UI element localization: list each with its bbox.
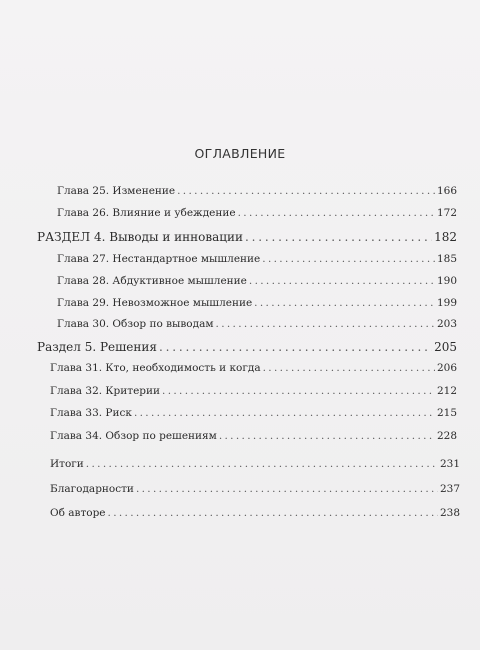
toc-entry-title: Глава 31. Кто, необходимость и когда xyxy=(50,362,261,374)
toc-entry xyxy=(50,507,460,519)
toc-leader-dots xyxy=(238,207,435,219)
toc-entry xyxy=(57,253,457,265)
toc-entry-title: Глава 29. Невозможное мышление xyxy=(57,297,253,309)
toc-entry-title: Глава 33. Риск xyxy=(50,407,132,419)
toc-leader-dots xyxy=(263,362,435,374)
toc-leader-dots xyxy=(245,230,432,244)
toc-section-title: Раздел 5. Решения xyxy=(37,340,157,354)
toc-entry-page: 228 xyxy=(436,430,457,442)
toc-section xyxy=(37,230,457,244)
toc-section-page: 182 xyxy=(434,230,457,244)
toc-entry-page: 237 xyxy=(439,483,460,495)
toc-entry-title: Глава 26. Влияние и убеждение xyxy=(57,207,236,219)
toc-leader-dots xyxy=(262,253,435,265)
toc-entry xyxy=(50,483,460,495)
toc-entry xyxy=(57,185,457,197)
toc-entry-page: 206 xyxy=(436,362,457,374)
toc-entry-title: Глава 25. Изменение xyxy=(57,185,176,197)
toc-entry-title: Глава 28. Абдуктивное мышление xyxy=(57,275,247,287)
toc-entry-page: 190 xyxy=(436,275,457,287)
toc-section-title: РАЗДЕЛ 4. Выводы и инновации xyxy=(37,230,244,244)
toc-entry-title: Глава 27. Нестандартное мышление xyxy=(57,253,261,265)
toc-entry-title: Итоги xyxy=(50,458,84,470)
toc-leader-dots xyxy=(216,318,435,330)
toc-entry xyxy=(57,275,457,287)
toc-entry-page: 172 xyxy=(436,207,457,219)
toc-leader-dots xyxy=(249,275,435,287)
toc-entry-title: Благодарности xyxy=(50,483,134,495)
toc-leader-dots xyxy=(219,430,435,442)
toc-entry xyxy=(50,407,457,419)
toc-section xyxy=(37,340,457,354)
toc-entry-title: Глава 34. Обзор по решениям xyxy=(50,430,217,442)
toc-entry xyxy=(50,458,460,470)
toc-section-page: 205 xyxy=(434,340,457,354)
toc-entry-page: 185 xyxy=(436,253,457,265)
toc-leader-dots xyxy=(108,507,438,519)
toc-entry xyxy=(50,362,457,374)
toc-entry-page: 166 xyxy=(436,185,457,197)
toc-leader-dots xyxy=(86,458,438,470)
toc-entry-page: 231 xyxy=(439,458,460,470)
toc-entry-title: Глава 30. Обзор по выводам xyxy=(57,318,214,330)
toc-leader-dots xyxy=(134,407,435,419)
toc-entry xyxy=(57,207,457,219)
toc-entry-title: Об авторе xyxy=(50,507,106,519)
toc-entry-page: 215 xyxy=(436,407,457,419)
toc-entry xyxy=(57,318,457,330)
toc-entry-page: 238 xyxy=(439,507,460,519)
toc-entry-page: 212 xyxy=(436,385,457,397)
toc-leader-dots xyxy=(159,340,432,354)
toc-entry-title: Глава 32. Критерии xyxy=(50,385,161,397)
toc-leader-dots xyxy=(136,483,438,495)
toc-entry xyxy=(57,297,457,309)
toc-leader-dots xyxy=(177,185,435,197)
toc-entry-page: 203 xyxy=(436,318,457,330)
page-header: ОГЛАВЛЕНИЕ xyxy=(194,146,286,161)
toc-leader-dots xyxy=(162,385,435,397)
toc-leader-dots xyxy=(254,297,435,309)
toc-entry xyxy=(50,430,457,442)
toc-entry xyxy=(50,385,457,397)
toc-entry-page: 199 xyxy=(436,297,457,309)
